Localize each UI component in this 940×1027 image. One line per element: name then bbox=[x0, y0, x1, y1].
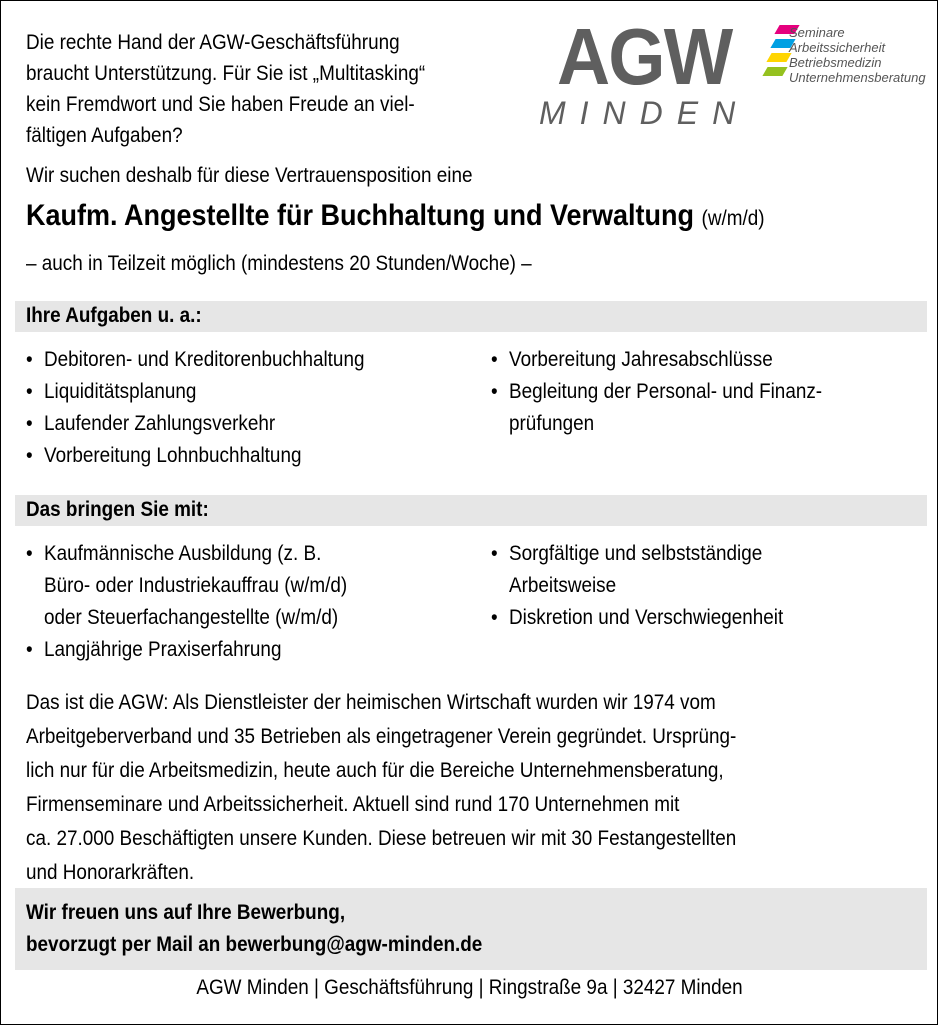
intro-line: kein Fremdwort und Sie haben Freude an viel- bbox=[26, 93, 415, 116]
list-item: • Begleitung der Personal- und Finanz- prüfungen bbox=[491, 376, 822, 440]
tasks-list-right bbox=[491, 344, 822, 440]
list-item: • Debitoren- und Kreditorenbuchhaltung bbox=[26, 344, 364, 376]
logo-service: Arbeitssicherheit bbox=[789, 40, 886, 55]
requirements-list-right bbox=[491, 538, 783, 634]
logo-service: Unternehmensberatung bbox=[789, 70, 926, 85]
tasks-list-left bbox=[26, 344, 364, 472]
list-item: • Kaufmännische Ausbildung (z. B. Büro- oder Industriekauffrau (w/m/d) oder Steuerfachangestellte (w/m/d) bbox=[26, 538, 347, 634]
footer-address bbox=[1, 976, 939, 1000]
logo-service: Betriebsmedizin bbox=[789, 55, 882, 70]
list-item: • Vorbereitung Jahresabschlüsse bbox=[491, 344, 822, 376]
logo-brand: AGW bbox=[557, 12, 732, 101]
about-text bbox=[26, 686, 736, 890]
cta-text bbox=[26, 897, 482, 961]
job-title bbox=[26, 199, 765, 233]
logo-services bbox=[789, 25, 926, 85]
list-item: • Sorgfältige und selbstständige Arbeitsweise bbox=[491, 538, 783, 602]
about-line: und Honorarkräften. bbox=[26, 861, 195, 884]
requirements-heading: Das bringen Sie mit: bbox=[26, 498, 209, 521]
requirements-list-left bbox=[26, 538, 347, 666]
about-line: Das ist die AGW: Als Dienstleister der heimischen Wirtschaft wurden wir 1974 vom bbox=[26, 691, 716, 714]
about-line: lich nur für die Arbeitsmedizin, heute auch für die Bereiche Unternehmensberatung, bbox=[26, 759, 724, 782]
lead-text: Wir suchen deshalb für diese Vertrauensposition eine bbox=[26, 164, 473, 187]
cta-band bbox=[15, 888, 927, 970]
job-title-text: Kaufm. Angestellte für Buchhaltung und Verwaltung bbox=[26, 199, 695, 232]
about-line: ca. 27.000 Beschäftigten unsere Kunden. Diese betreuen wir mit 30 Festangestellten bbox=[26, 827, 737, 850]
agw-logo bbox=[535, 12, 930, 133]
cta-email-line[interactable]: bevorzugt per Mail an bewerbung@agw-minden.de bbox=[26, 933, 483, 956]
intro-line: braucht Unterstützung. Für Sie ist „Multitasking“ bbox=[26, 62, 426, 85]
list-item: • Laufender Zahlungsverkehr bbox=[26, 408, 364, 440]
intro-text bbox=[26, 27, 425, 151]
requirements-heading-band bbox=[15, 495, 927, 526]
job-subtitle: – auch in Teilzeit möglich (mindestens 20 Stunden/Woche) – bbox=[26, 252, 532, 275]
tasks-heading: Ihre Aufgaben u. a.: bbox=[26, 304, 202, 327]
cta-line: Wir freuen uns auf Ihre Bewerbung, bbox=[26, 901, 346, 924]
list-item: • Langjährige Praxiserfahrung bbox=[26, 634, 347, 666]
about-line: Firmenseminare und Arbeitssicherheit. Aktuell sind rund 170 Unternehmen mit bbox=[26, 793, 680, 816]
job-title-suffix: (w/m/d) bbox=[701, 207, 765, 230]
logo-city: MINDEN bbox=[539, 95, 750, 131]
about-line: Arbeitgeberverband und 35 Betrieben als eingetragener Verein gegründet. Ursprüng- bbox=[26, 725, 737, 748]
logo-service: Seminare bbox=[789, 25, 845, 40]
logo-stripes-icon bbox=[765, 23, 787, 83]
list-item: • Liquiditätsplanung bbox=[26, 376, 364, 408]
intro-line: fältigen Aufgaben? bbox=[26, 124, 183, 147]
footer-text: AGW Minden | Geschäftsführung | Ringstraße 9a | 32427 Minden bbox=[196, 976, 744, 999]
intro-line: Die rechte Hand der AGW-Geschäftsführung bbox=[26, 31, 400, 54]
tasks-heading-band bbox=[15, 301, 927, 332]
list-item: • Vorbereitung Lohnbuchhaltung bbox=[26, 440, 364, 472]
list-item: • Diskretion und Verschwiegenheit bbox=[491, 602, 783, 634]
